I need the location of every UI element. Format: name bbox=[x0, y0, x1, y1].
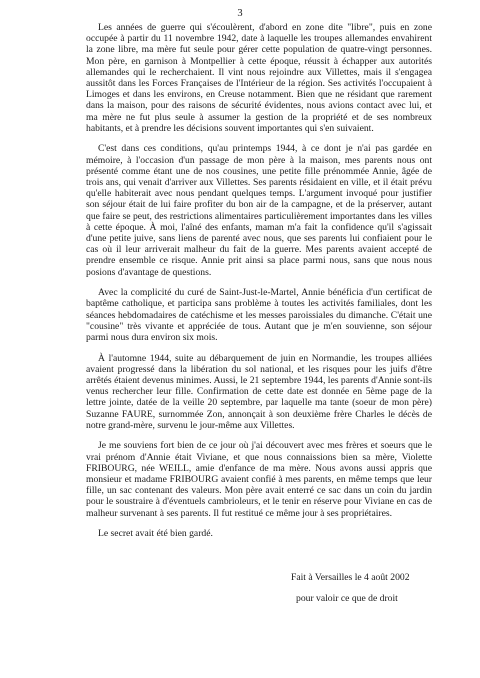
paragraph-autumn-1944: À l'automne 1944, suite au débarquement de juin en Normandie, les troupes alliées avaient progressé dans la libération du sol national, et les risques pour les juifs d'être arrêtés étaient devenus minimes. Aussi, le 21 septembre 1944, les parents d'Annie sont-ils venus rechercher leur fille. Confirmation de cette date est donnée en 5ème page de la lettre jointe, datée de la veille 20 septembre, par laquelle ma tante (soeur de mon père) Suzanne FAURE, surnommée Zon, annonçait à son deuxième frère Charles le décès de notre grand-mère, survenu le jour-même aux Villettes. bbox=[86, 352, 432, 431]
paragraph-true-name: Je me souviens fort bien de ce jour où j'ai découvert avec mes frères et soeurs que le vrai prénom d'Annie était Viviane, et que nous connaissions bien sa mère, Violette FRIBOURG, née WEILL, amie d'enfance de ma mère. Nous avons aussi appris que monsieur et madame FRIBOURG avaient confié à mes parents, en même temps que leur fille, un sac contenant des valeurs. Mon père avait enterré ce sac dans un coin du jardin pour le soustraire à d'éventuels cambrioleurs, et le tenir en réserve pour Viviane en cas de malheur survenant à ses parents. Il fut restitué ce même jour à ses propriétaires. bbox=[86, 440, 432, 519]
paragraph-annie-arrival: C'est dans ces conditions, qu'au printemps 1944, à ce dont je n'ai pas gardée en mémoire, à l'occasion d'un passage de mon père à la maison, mes parents nous ont présenté comme étant une de nos cousines, une petite fille prénommée Annie, âgée de trois ans, qui venait d'arriver aux Villettes. Ses parents résidaient en ville, et il était prévu qu'elle habiterait avec nous pendant quelques temps. L'argument invoqué pour justifier son séjour était de lui faire profiter du bon air de la campagne, et de la préserver, autant que faire se peut, des restrictions alimentaires particulièrement importantes dans les villes à cette époque. À moi, l'aîné des enfants, maman m'a fait la confidence qu'il s'agissait d'une petite juive, sans liens de parenté avec nous, que ses parents lui confiaient pour le cas où il leur arriverait malheur du fait de la guerre. Mes parents avaient accepté de prendre ensemble ce risque. Annie prit ainsi sa place parmi nous, sans que nous nous posions d'avantage de questions. bbox=[86, 143, 432, 278]
page-number: 3 bbox=[237, 8, 243, 19]
paragraph-baptism: Avec la complicité du curé de Saint-Just-le-Martel, Annie bénéficia d'un certificat de baptême catholique, et participa sans problème à toutes les activités familiales, dont les séances hebdomadaires de catéchisme et les messes paroissiales du dimanche. C'était une "cousine" très vivante et appréciée de tous. Autant que je m'en souvienne, son séjour parmi nous dura environ six mois. bbox=[86, 287, 432, 344]
paragraph-war-years: Les années de guerre qui s'écoulèrent, d'abord en zone dite "libre", puis en zone occupée à partir du 11 novembre 1942, date à laquelle les troupes allemandes envahirent la zone libre, ma mère fut seule pour gérer cette population de quatre-vingt personnes. Mon père, en garnison à Montpellier à cette époque, réussit à échapper aux autorités allemandes qui le recherchaient. Il vint nous rejoindre aux Villettes, mais il s'engagea aussitôt dans les Forces Françaises de l'Intérieur de la région. Ses activités l'occupaient à Limoges et dans les environs, en Creuse notamment. Bien que ne résidant que rarement dans la maison, pour des raisons de sécurité évidentes, nous avions contact avec lui, et ma mère ne fut plus seule à assumer la gestion de la propriété et de ses nombreux habitants, et à prendre les décisions souvent importantes qui s'en suivaient. bbox=[86, 22, 432, 134]
paragraph-secret-kept: Le secret avait été bien gardé. bbox=[98, 528, 213, 540]
signature-validity: pour valoir ce que de droit bbox=[296, 593, 398, 604]
document-body bbox=[86, 22, 432, 549]
signature-place-date: Fait à Versailles le 4 août 2002 bbox=[291, 572, 410, 583]
